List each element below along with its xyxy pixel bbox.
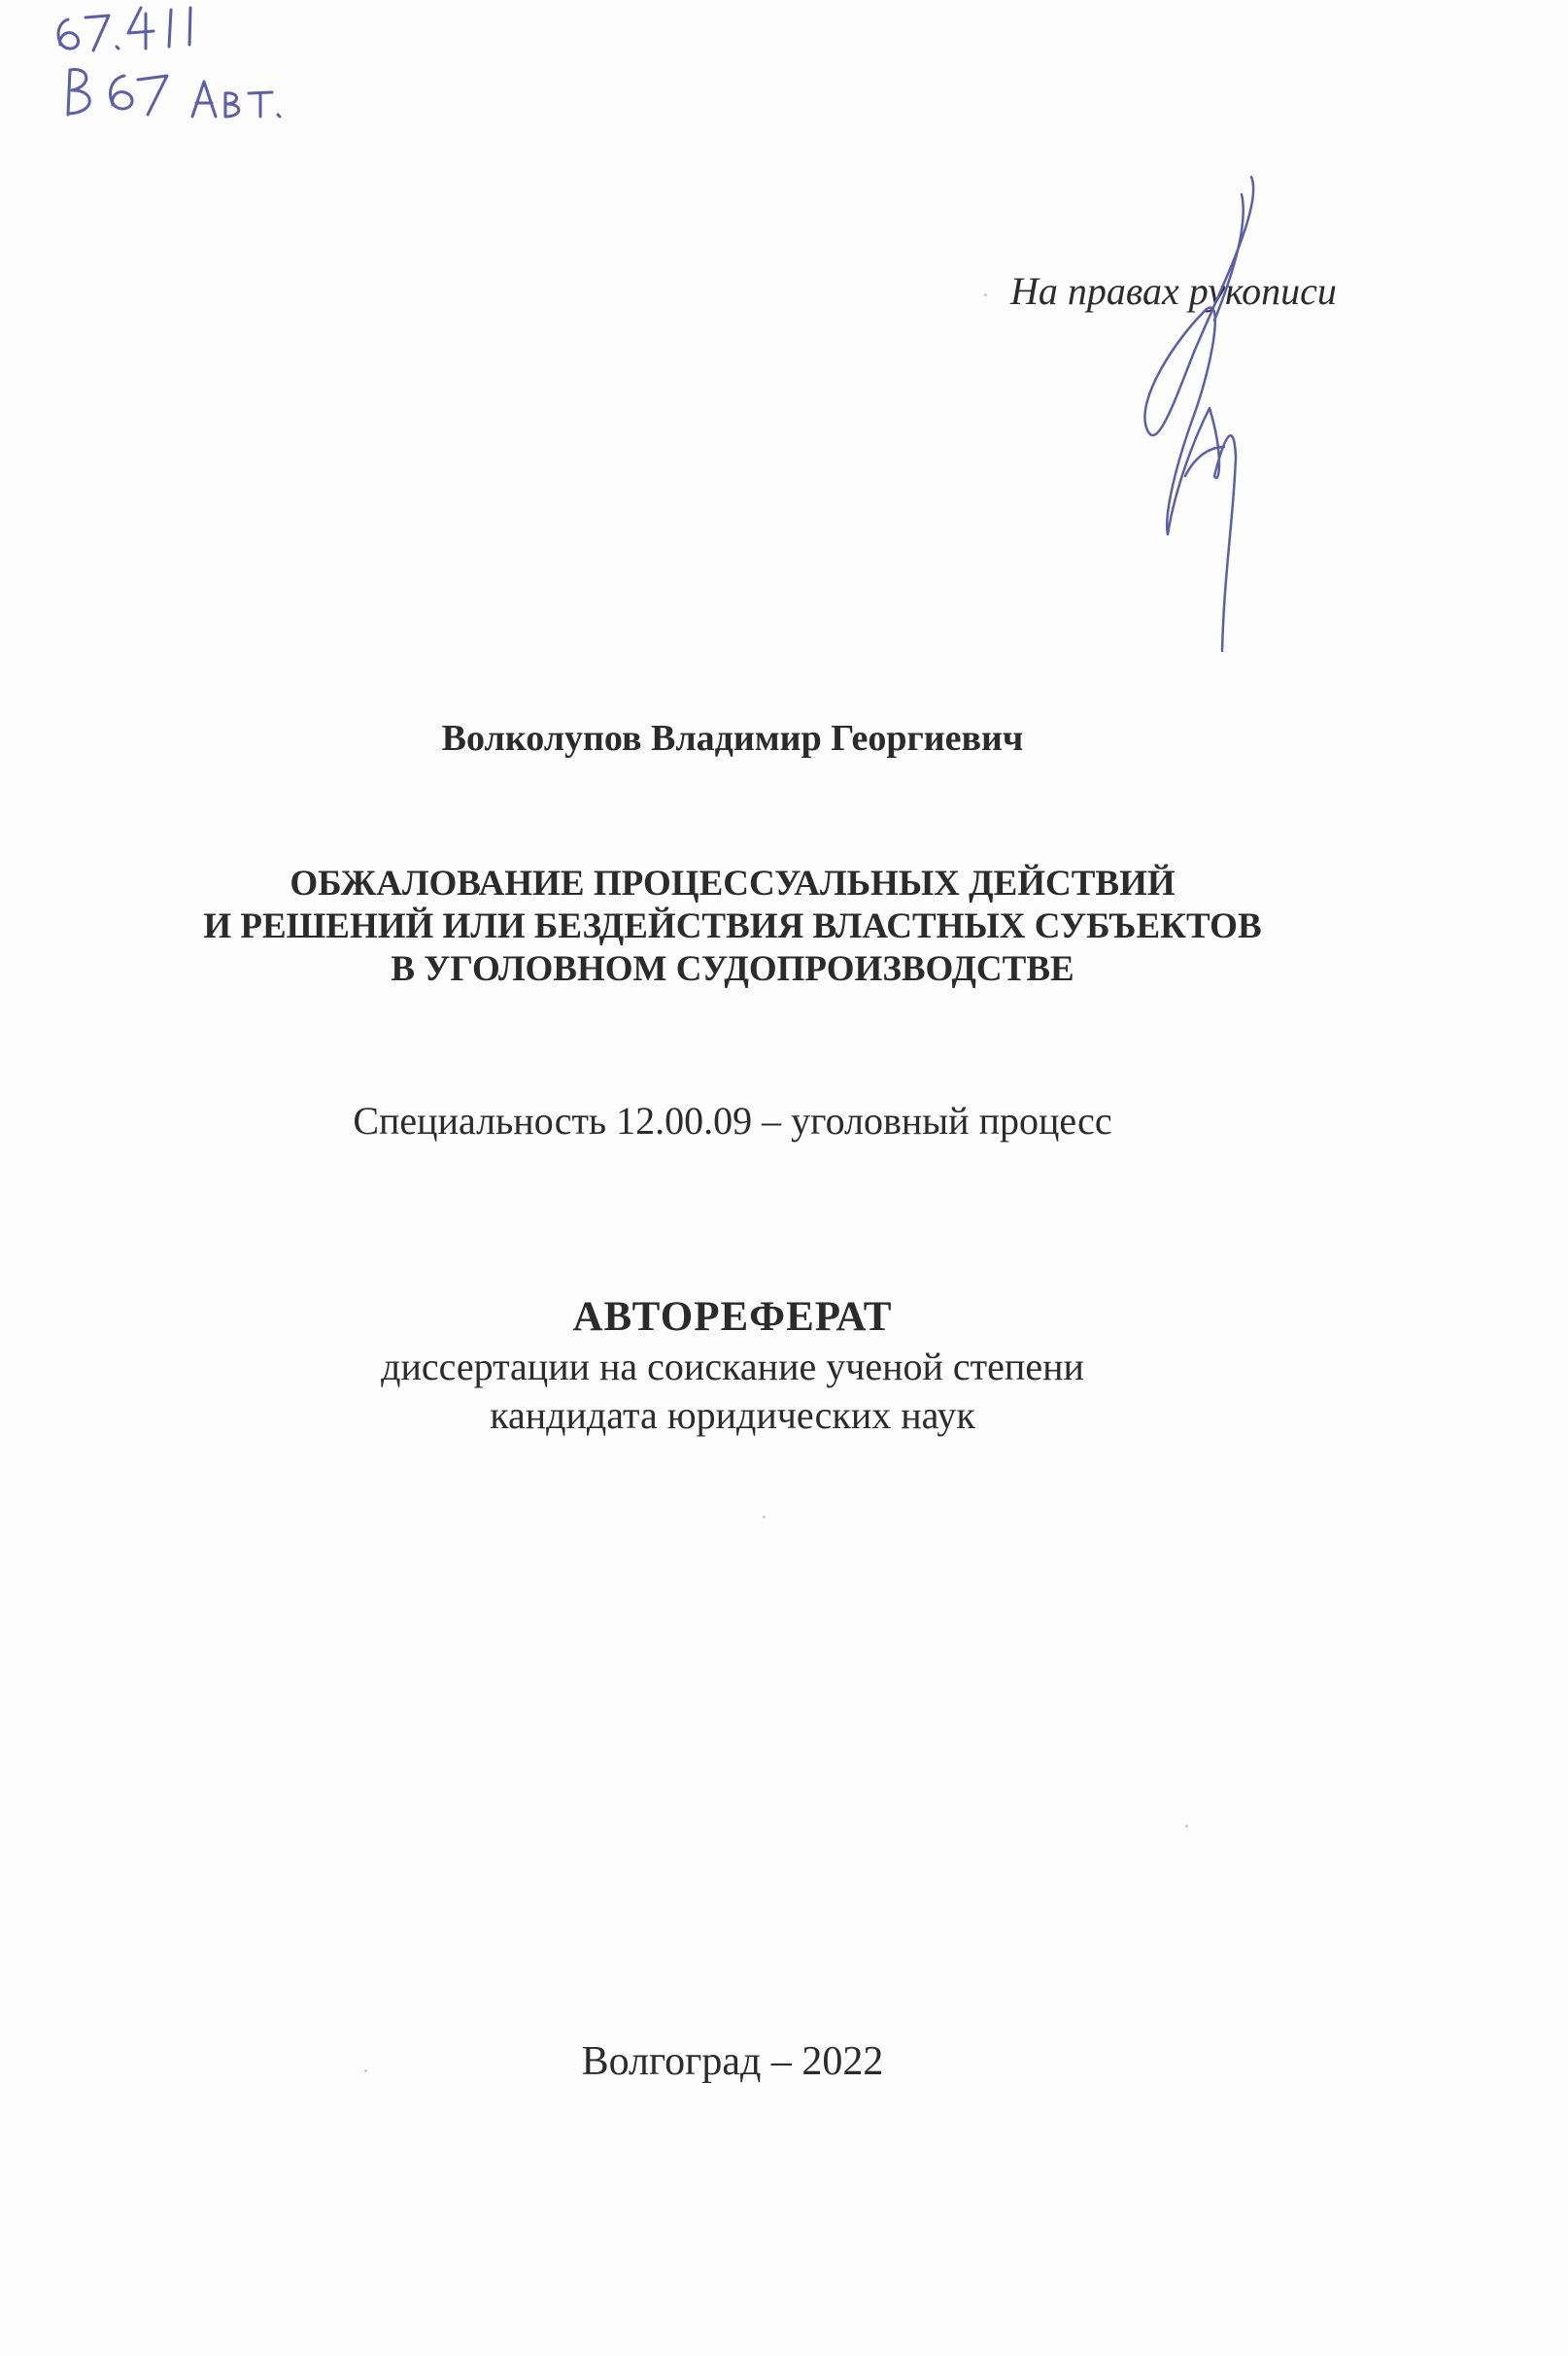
scan-speck bbox=[364, 2069, 367, 2072]
handwritten-library-code bbox=[49, 0, 379, 146]
manuscript-rights-label: На правах рукописи bbox=[1010, 269, 1337, 313]
title-line: В УГОЛОВНОМ СУДОПРОИЗВОДСТВЕ bbox=[391, 949, 1074, 989]
scan-speck bbox=[1185, 1825, 1188, 1827]
abstract-field-line: кандидата юридических наук bbox=[490, 1393, 975, 1437]
scan-speck bbox=[763, 1516, 766, 1519]
specialty-line: Специальность 12.00.09 – уголовный процесс bbox=[353, 1099, 1112, 1143]
abstract-heading: АВТОРЕФЕРАТ bbox=[572, 1294, 893, 1340]
abstract-block bbox=[0, 1292, 1465, 1440]
title-line: ОБЖАЛОВАНИЕ ПРОЦЕССУАЛЬНЫХ ДЕЙСТВИЙ bbox=[290, 864, 1176, 904]
author-signature bbox=[1078, 165, 1273, 670]
scan-speck bbox=[984, 293, 987, 296]
dissertation-title bbox=[0, 863, 1465, 991]
title-line: И РЕШЕНИЙ ИЛИ БЕЗДЕЙСТВИЯ ВЛАСТНЫХ СУБЪЕКТОВ bbox=[203, 906, 1262, 946]
city-year: Волгоград – 2022 bbox=[581, 2039, 884, 2084]
abstract-degree-line: диссертации на соискание ученой степени bbox=[381, 1345, 1084, 1388]
author-name: Волколупов Владимир Георгиевич bbox=[441, 718, 1024, 759]
